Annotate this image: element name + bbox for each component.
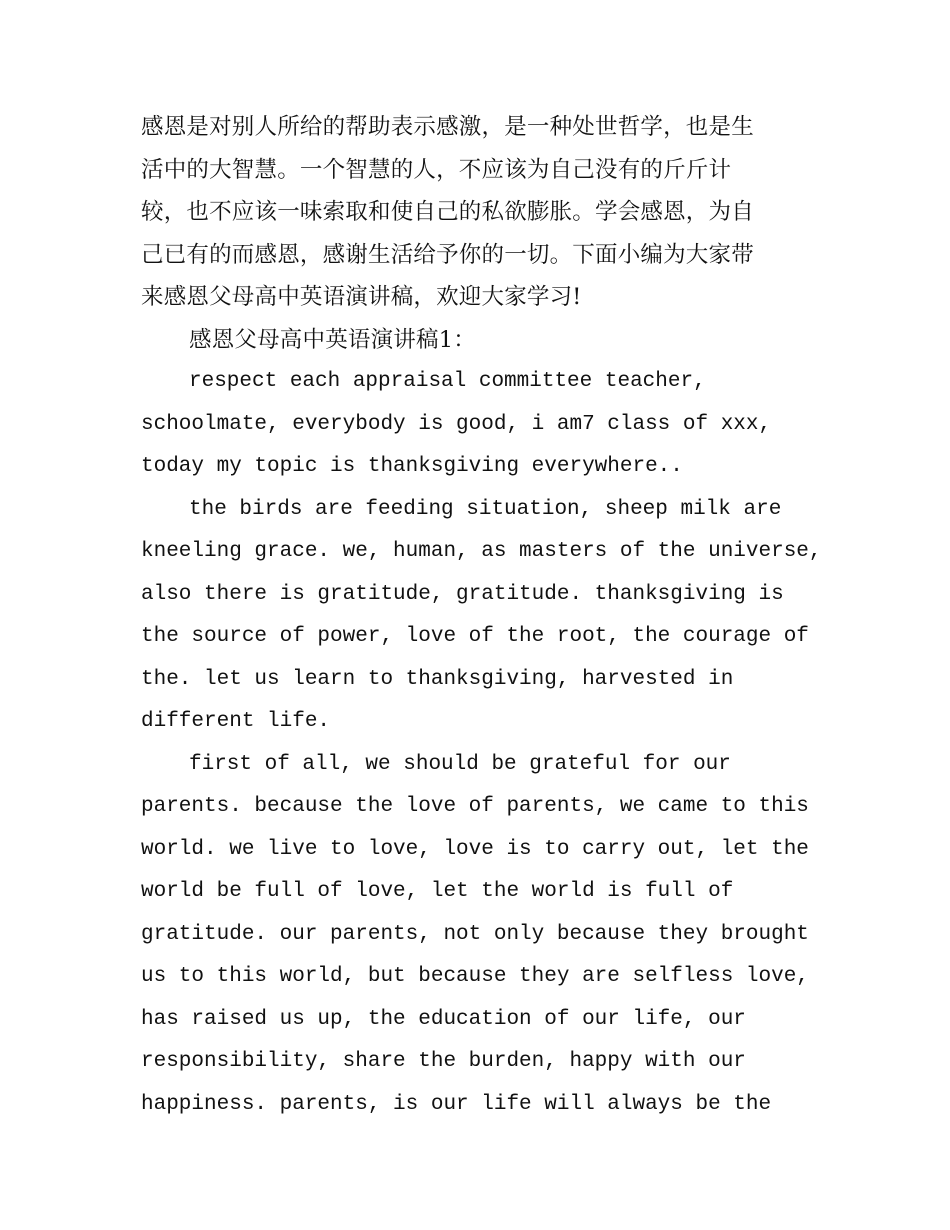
- text-line: parents. because the love of parents, we came to this: [141, 795, 809, 818]
- text-line: today my topic is thanksgiving everywhere..: [141, 455, 683, 478]
- text-line: schoolmate, everybody is good, i am7 class of xxx,: [141, 412, 772, 436]
- text-line: 感恩是对别人所给的帮助表示感激，是一种处世哲学，也是生: [141, 114, 754, 140]
- text-line: the birds are feeding situation, sheep milk are: [189, 497, 782, 521]
- text-line: 来感恩父母高中英语演讲稿，欢迎大家学习!: [141, 284, 582, 310]
- text-line: responsibility, share the burden, happy with our: [141, 1050, 746, 1073]
- document-page: [141, 106, 821, 1126]
- text-line: 己已有的而感恩，感谢生活给予你的一切。下面小编为大家带: [141, 241, 754, 268]
- text-line: the source of power, love of the root, the courage of: [141, 625, 809, 648]
- text-line: 活中的大智慧。一个智慧的人，不应该为自己没有的斤斤计: [141, 156, 732, 183]
- text-line: happiness. parents, is our life will always be the: [141, 1092, 772, 1116]
- body-paragraph: [141, 744, 821, 1127]
- speech-heading: 感恩父母高中英语演讲稿1：: [189, 326, 476, 353]
- text-line: first of all, we should be grateful for our: [189, 752, 731, 776]
- text-line: gratitude. our parents, not only because they brought: [141, 922, 809, 946]
- intro-paragraph: [141, 106, 821, 319]
- text-line: world. we live to love, love is to carry out, let the: [141, 837, 809, 861]
- text-line: kneeling grace. we, human, as masters of the universe,: [141, 540, 822, 563]
- body-paragraph: [141, 489, 821, 744]
- text-line: the. let us learn to thanksgiving, harvested in: [141, 667, 734, 691]
- text-line: respect each appraisal committee teacher,: [189, 370, 706, 393]
- text-line: also there is gratitude, gratitude. thanksgiving is: [141, 582, 784, 606]
- text-line: world be full of love, let the world is full of: [141, 880, 734, 903]
- text-line: 较，也不应该一味索取和使自己的私欲膨胀。学会感恩，为自: [141, 199, 754, 225]
- text-line: us to this world, but because they are selfless love,: [141, 965, 809, 988]
- body-paragraph: [141, 361, 821, 489]
- text-line: has raised us up, the education of our life, our: [141, 1007, 746, 1031]
- text-line: different life.: [141, 710, 331, 733]
